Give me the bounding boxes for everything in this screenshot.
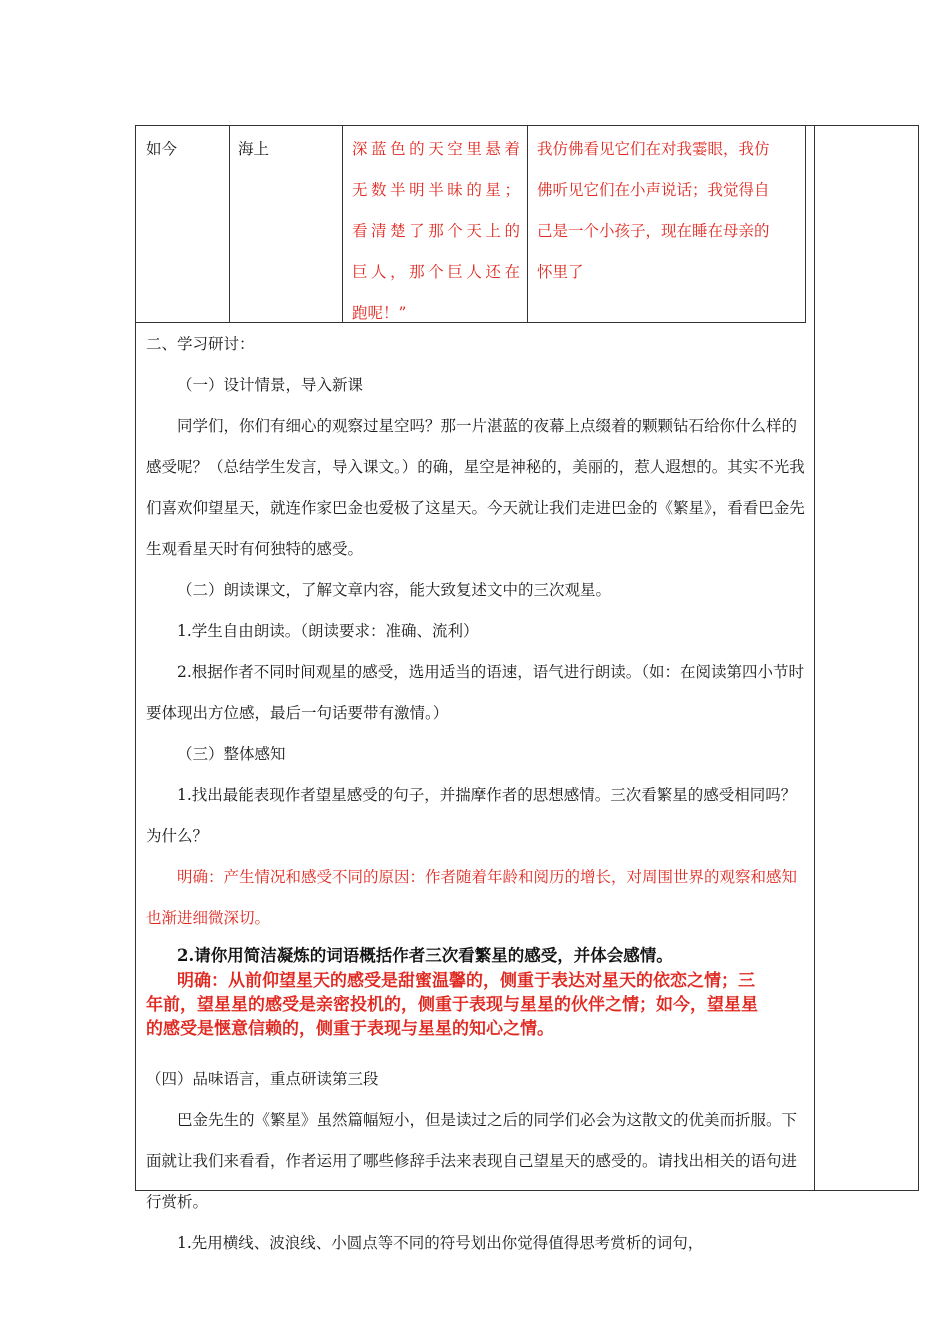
- part1-title: （一）设计情景，导入新课: [177, 376, 364, 394]
- part1-text: 同学们，你们有细心的观察过星空吗？那一片湛蓝的夜幕上点缀着的颗颗钻石给你什么样的感受呢？（总结学生发言，导入课文。）的确，星空是神秘的，美丽的，惹人遐想的。其实不光我们喜欢仰望星天，就连作家巴金也爱极了这星天。今天就让我们走进巴金的《繁星》，看看巴金先生观看星天时有何独特的感受。: [146, 417, 805, 558]
- lesson-body: [146, 324, 806, 1264]
- scene-line: 无数半明半昧的星；: [352, 181, 520, 199]
- scene-line: 看清楚了那个天上的: [352, 222, 520, 240]
- part4-title: （四）品味语言，重点研读第三段: [146, 1070, 379, 1088]
- table-divider: [229, 125, 230, 323]
- part2-title: （二）朗读课文，了解文章内容，能大致复述文中的三次观星。: [177, 581, 612, 599]
- scene-line: 跑呢！”: [352, 304, 407, 322]
- part4-text: 巴金先生的《繁星》虽然篇幅短小，但是读过之后的同学们必会为这散文的优美而折服。下面就让我们来看看，作者运用了哪些修辞手法来表现自己望星天的感受的。请找出相关的语句进行赏析。: [146, 1111, 798, 1211]
- part4-item1: 1.先用横线、波浪线、小圆点等不同的符号划出你觉得值得思考赏析的词句，: [177, 1234, 704, 1252]
- answer2-line: 明确：从前仰望星天的感受是甜蜜温馨的，侧重于表达对星天的依恋之情；三: [177, 971, 755, 991]
- time-cell: 如今: [146, 140, 178, 158]
- part3-question2: 2.请你用简洁凝炼的词语概括作者三次看繁星的感受，并体会感情。: [177, 946, 673, 965]
- table-divider: [527, 125, 528, 323]
- section-title: 二、学习研讨：: [146, 335, 255, 353]
- answer2-line: 年前，望星星的感受是亲密投机的，侧重于表现与星星的伙伴之情；如今，望星星: [146, 995, 758, 1015]
- part3-answer1: 明确：产生情况和感受不同的原因：作者随着年龄和阅历的增长，对周围世界的观察和感知也渐进细微深切。: [146, 868, 798, 927]
- feeling-line: 己是一个小孩子，现在睡在母亲的: [537, 222, 770, 240]
- place-cell: 海上: [238, 140, 270, 158]
- feeling-line: 怀里了: [537, 263, 584, 281]
- feeling-cell: [537, 129, 799, 293]
- table-divider: [342, 125, 343, 323]
- side-column-rule: [814, 125, 815, 1191]
- part3-answer2: [146, 969, 806, 1041]
- part2-item1: 1.学生自由朗读。（朗读要求：准确、流利）: [177, 622, 479, 640]
- scene-line: 巨人，那个巨人还在: [352, 263, 520, 281]
- answer2-line: 的感受是惬意信赖的，侧重于表现与星星的知心之情。: [146, 1019, 554, 1039]
- part3-question1: 1.找出最能表现作者望星感受的句子，并揣摩作者的思想感情。三次看繁星的感受相同吗？为什么？: [146, 786, 797, 845]
- feeling-line: 佛听见它们在小声说话；我觉得自: [537, 181, 770, 199]
- part2-item2: 2.根据作者不同时间观星的感受，选用适当的语速，语气进行朗读。（如：在阅读第四小节时要体现出方位感，最后一句话要带有激情。）: [146, 663, 805, 722]
- part3-title: （三）整体感知: [177, 745, 286, 763]
- scene-cell: [352, 129, 520, 334]
- feeling-line: 我仿佛看见它们在对我霎眼，我仿: [537, 140, 770, 158]
- scene-line: 深蓝色的天空里悬着: [352, 140, 520, 158]
